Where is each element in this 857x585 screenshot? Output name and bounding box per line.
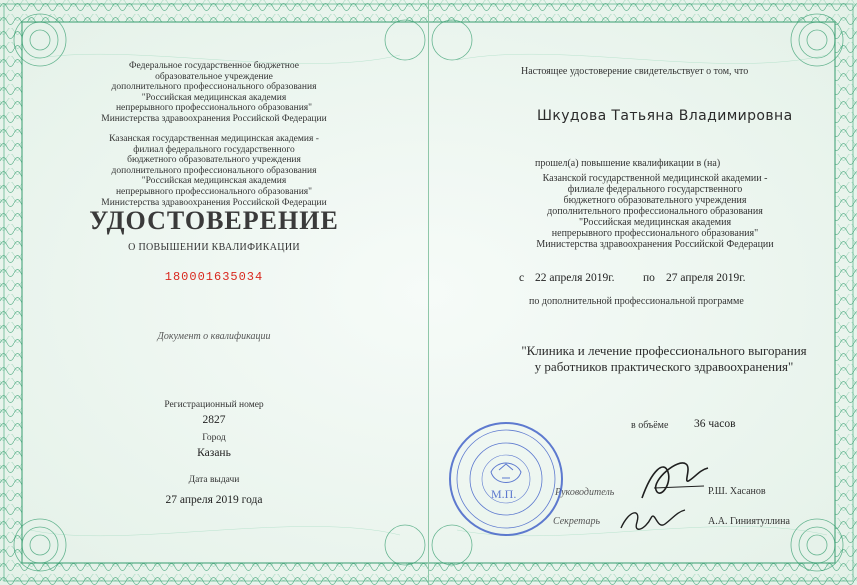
period-to-prefix: по (643, 272, 655, 284)
branch-line: Казанская государственная медицинская академия - (109, 134, 319, 144)
document-subtitle: О ПОВЫШЕНИИ КВАЛИФИКАЦИИ (128, 242, 300, 253)
document-type-label: Документ о квалификации (157, 331, 271, 342)
program-line: у работников практического здравоохранения" (534, 359, 794, 374)
serial-number: 180001635034 (164, 270, 264, 284)
issuer-line: "Российская медицинская академия (141, 92, 287, 103)
institution-line: непрерывного профессионального образования" (551, 228, 759, 239)
branch-line: бюджетного образовательного учреждения (127, 155, 301, 166)
secretary-name: А.А. Гиниятуллина (708, 516, 790, 527)
secretary-signature (615, 500, 695, 545)
institution-line: Казанской государственной медицинской академии - (542, 173, 768, 184)
institution-line: филиале федерального государственного (567, 184, 743, 195)
issuer-line: Федеральное государственное бюджетное (129, 61, 299, 71)
registration-label: Регистрационный номер (164, 400, 264, 410)
left-page (0, 0, 428, 585)
volume-label: в объёме (631, 420, 669, 431)
passed-label: прошел(а) повышение квалификации в (на) (535, 158, 721, 169)
program-line: "Клиника и лечение профессионального выгорания (521, 343, 807, 358)
institution-line: "Российская медицинская академия (578, 217, 732, 228)
institution-line: бюджетного образовательного учреждения (563, 195, 747, 206)
period-from-date: 22 апреля 2019г. (535, 272, 615, 284)
issuer-block (0, 61, 428, 125)
issuer-line: непрерывного профессионального образования" (115, 103, 313, 114)
branch-line: филиал федерального государственного (133, 144, 295, 155)
program-label: по дополнительной профессиональной программе (529, 296, 744, 307)
intro-text: Настоящее удостоверение свидетельствует о том, что (521, 66, 749, 77)
institution-line: дополнительного профессионального образования (547, 206, 763, 217)
branch-line: непрерывного профессионального образования" (115, 186, 313, 197)
program-title (499, 343, 829, 375)
branch-line: дополнительного профессионального образования (111, 165, 317, 176)
volume-value: 36 часов (694, 418, 736, 430)
period-to-date: 27 апреля 2019г. (666, 272, 746, 284)
document-title: УДОСТОВЕРЕНИЕ (89, 206, 339, 235)
branch-line: "Российская медицинская академия (141, 176, 287, 187)
issue-date-value: 27 апреля 2019 года (165, 494, 263, 506)
director-name: Р.Ш. Хасанов (708, 486, 766, 497)
institution-block (485, 173, 825, 250)
period-from-prefix: с (519, 272, 525, 284)
city-label: Город (202, 433, 226, 443)
secretary-label: Секретарь (553, 516, 601, 527)
issuer-line: дополнительного профессионального образования (111, 82, 317, 93)
branch-line: Министерства здравоохранения Российской Федерации (101, 197, 327, 208)
city-value: Казань (197, 447, 231, 459)
registration-number: 2827 (202, 414, 226, 426)
director-label: Руководитель (555, 487, 615, 498)
institution-line: Министерства здравоохранения Российской Федерации (536, 239, 774, 250)
issuer-line: Министерства здравоохранения Российской Федерации (101, 113, 327, 124)
holder-full-name: Шкудова Татьяна Владимировна (537, 108, 793, 124)
issuer-line: образовательное учреждение (155, 71, 273, 82)
official-stamp (447, 420, 565, 538)
issue-date-label: Дата выдачи (188, 475, 240, 485)
stamp-label: М.П. (491, 487, 517, 501)
branch-block (0, 134, 428, 208)
